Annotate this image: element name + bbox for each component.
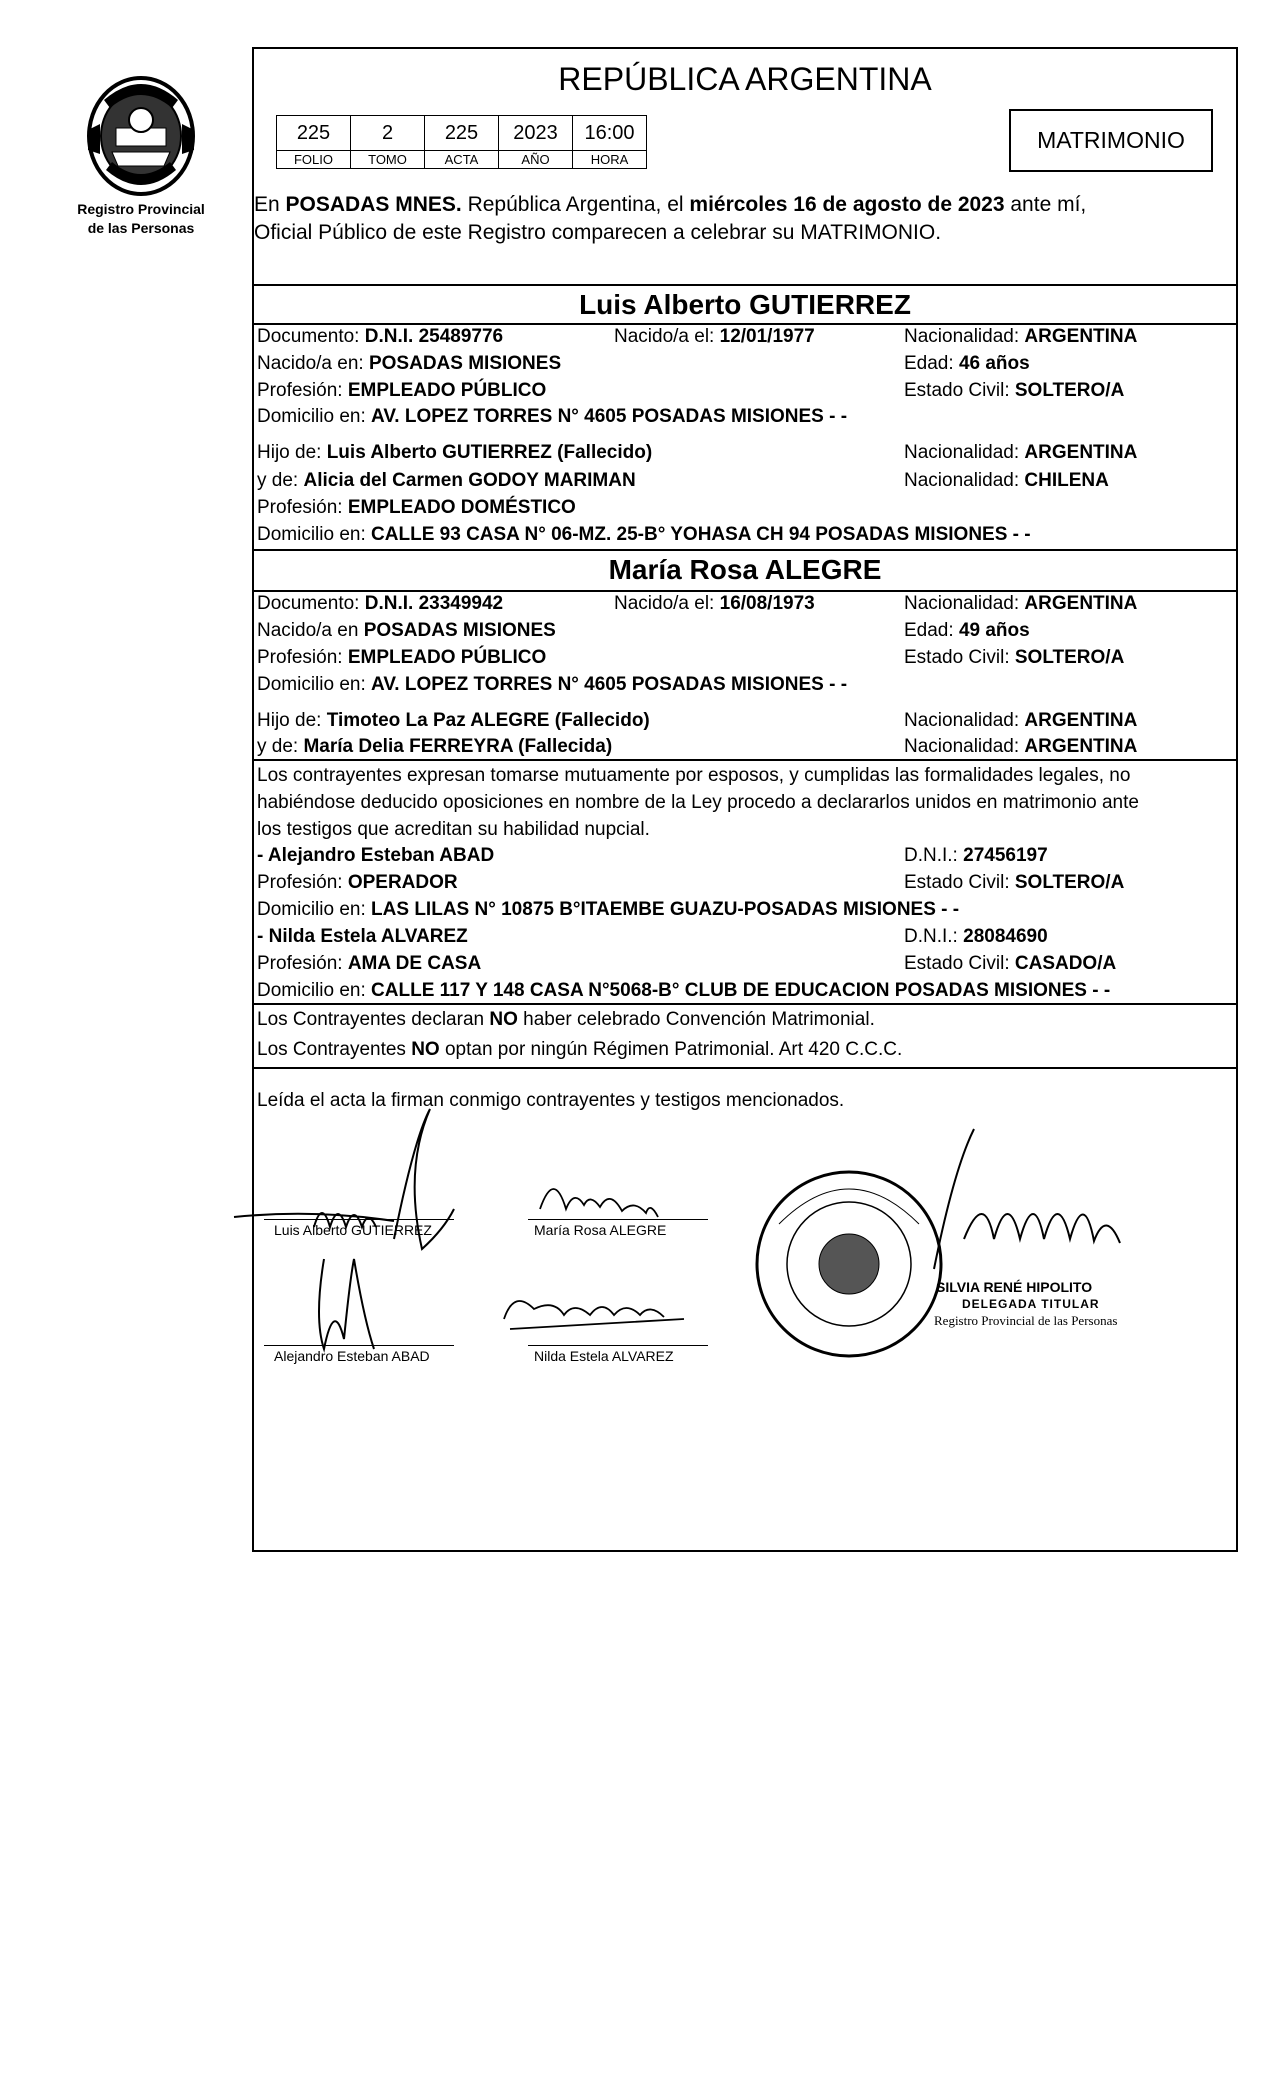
witness1-civil-status: Estado Civil: SOLTERO/A (904, 872, 1125, 893)
spouse1-father: Hijo de: Luis Alberto GUTIERREZ (Fallecido) (257, 442, 653, 463)
spouse1-father-nationality: Nacionalidad: ARGENTINA (904, 442, 1138, 463)
witness2-dni: D.N.I.: 28084690 (904, 926, 1048, 947)
declaration: Los contrayentes expresan tomarse mutuamente por esposos, y cumplidas las formalidades legales, no habiéndose deducido oposiciones en nombre de la Ley procedo a declararlos unidos en matrimonio ante los testigos que acreditan su habilidad nupcial. (257, 765, 1139, 840)
ano-value: 2023 (499, 116, 573, 151)
acta-value: 225 (425, 116, 499, 151)
tomo-value: 2 (351, 116, 425, 151)
divider (254, 323, 1236, 325)
marriage-certificate (252, 47, 1238, 1552)
closing-statement: Leída el acta la firman conmigo contrayentes y testigos mencionados. (257, 1090, 845, 1111)
signature-label-gutierrez: Luis Alberto GUTIERREZ (274, 1222, 432, 1238)
document-title: REPÚBLICA ARGENTINA (558, 61, 932, 97)
signature-abad-nilda-scribble (254, 1239, 734, 1359)
intro-place: POSADAS MNES. (285, 193, 462, 216)
regime-convention: Los Contrayentes declaran NO haber celebrado Convención Matrimonial. (257, 1009, 875, 1030)
intro-line2: Oficial Público de este Registro comparecen a celebrar su MATRIMONIO. (254, 221, 942, 244)
spouse1-nationality: Nacionalidad: ARGENTINA (904, 326, 1138, 347)
official-name: SILVIA RENÉ HIPOLITO (936, 1279, 1093, 1295)
intro-date: miércoles 16 de agosto de 2023 (689, 193, 1005, 216)
divider (254, 590, 1236, 592)
official-title: DELEGADA TITULAR (962, 1297, 1100, 1311)
spouse1-address: Domicilio en: AV. LOPEZ TORRES N° 4605 POSADAS MISIONES - - (257, 406, 848, 427)
signature-label-abad: Alejandro Esteban ABAD (274, 1348, 430, 1364)
logo-caption-line2: de las Personas (87, 220, 195, 236)
spouse1-mother-nationality: Nacionalidad: CHILENA (904, 470, 1109, 491)
signature-line (264, 1345, 454, 1346)
witness2-name: - Nilda Estela ALVAREZ (257, 926, 468, 947)
spouse2-document: Documento: D.N.I. 23349942 (257, 593, 504, 614)
spouse1-birthplace: Nacido/a en: POSADAS MISIONES (257, 353, 562, 374)
witness2-civil-status: Estado Civil: CASADO/A (904, 953, 1117, 974)
spouse1-parent-address: Domicilio en: CALLE 93 CASA N° 06-MZ. 25-B° YOHASA CH 94 POSADAS MISIONES - - (257, 524, 1031, 545)
signature-label-alvarez: Nilda Estela ALVAREZ (534, 1348, 674, 1364)
hora-value: 16:00 (573, 116, 647, 151)
spouse1-profession: Profesión: EMPLEADO PÚBLICO (257, 380, 547, 401)
spouse2-birthplace: Nacido/a en POSADAS MISIONES (257, 620, 556, 641)
spouse1-age: Edad: 46 años (904, 353, 1030, 374)
hora-label: HORA (573, 151, 647, 169)
official-office: Registro Provincial de las Personas (934, 1313, 1118, 1328)
official-signature-scribble (894, 1129, 1194, 1279)
spouse1-mother: y de: Alicia del Carmen GODOY MARIMAN (257, 470, 636, 491)
spouse2-name: María Rosa ALEGRE (608, 554, 882, 585)
spouse2-birthdate: Nacido/a el: 16/08/1973 (614, 593, 815, 614)
acta-label: ACTA (425, 151, 499, 169)
reference-table (276, 115, 647, 169)
witness2-address: Domicilio en: CALLE 117 Y 148 CASA N°5068-B° CLUB DE EDUCACION POSADAS MISIONES - - (257, 980, 1111, 1001)
tomo-label: TOMO (351, 151, 425, 169)
folio-label: FOLIO (277, 151, 351, 169)
spouse2-mother-nationality: Nacionalidad: ARGENTINA (904, 736, 1138, 757)
spouse1-document: Documento: D.N.I. 25489776 (257, 326, 504, 347)
regime-patrimonial: Los Contrayentes NO optan por ningún Régimen Patrimonial. Art 420 C.C.C. (257, 1039, 903, 1060)
spouse2-father-nationality: Nacionalidad: ARGENTINA (904, 710, 1138, 731)
spouse2-father: Hijo de: Timoteo La Paz ALEGRE (Fallecido) (257, 710, 650, 731)
spouse2-address: Domicilio en: AV. LOPEZ TORRES N° 4605 POSADAS MISIONES - - (257, 674, 848, 695)
witness1-address: Domicilio en: LAS LILAS N° 10875 B°ITAEMBE GUAZU-POSADAS MISIONES - - (257, 899, 960, 920)
registry-logo (66, 70, 216, 236)
spouse1-name: Luis Alberto GUTIERREZ (579, 289, 911, 320)
logo-caption-line1: Registro Provincial (77, 201, 205, 217)
provincial-emblem-icon (82, 70, 200, 198)
spouse1-birthdate: Nacido/a el: 12/01/1977 (614, 326, 815, 347)
ano-label: AÑO (499, 151, 573, 169)
spouse2-civil-status: Estado Civil: SOLTERO/A (904, 647, 1125, 668)
witness1-name: - Alejandro Esteban ABAD (257, 845, 495, 866)
signature-label-alegre: María Rosa ALEGRE (534, 1222, 667, 1238)
intro-line1: En POSADAS MNES. República Argentina, el miércoles 16 de agosto de 2023 ante mí, (254, 193, 1087, 216)
spouse2-age: Edad: 49 años (904, 620, 1030, 641)
spouse2-mother: y de: María Delia FERREYRA (Fallecida) (257, 736, 613, 757)
witness1-profession: Profesión: OPERADOR (257, 872, 458, 893)
spouse1-parent-profession: Profesión: EMPLEADO DOMÉSTICO (257, 497, 576, 518)
divider (254, 759, 1236, 761)
signature-line (264, 1219, 454, 1220)
folio-value: 225 (277, 116, 351, 151)
signature-line (528, 1219, 708, 1220)
spouse2-profession: Profesión: EMPLEADO PÚBLICO (257, 647, 547, 668)
spouse2-nationality: Nacionalidad: ARGENTINA (904, 593, 1138, 614)
signature-line (528, 1345, 708, 1346)
divider (254, 1067, 1236, 1069)
witness2-profession: Profesión: AMA DE CASA (257, 953, 482, 974)
divider (254, 1003, 1236, 1005)
spouse1-civil-status: Estado Civil: SOLTERO/A (904, 380, 1125, 401)
act-type-box: MATRIMONIO (1009, 109, 1213, 172)
divider (254, 549, 1236, 551)
divider (254, 284, 1236, 286)
witness1-dni: D.N.I.: 27456197 (904, 845, 1048, 866)
